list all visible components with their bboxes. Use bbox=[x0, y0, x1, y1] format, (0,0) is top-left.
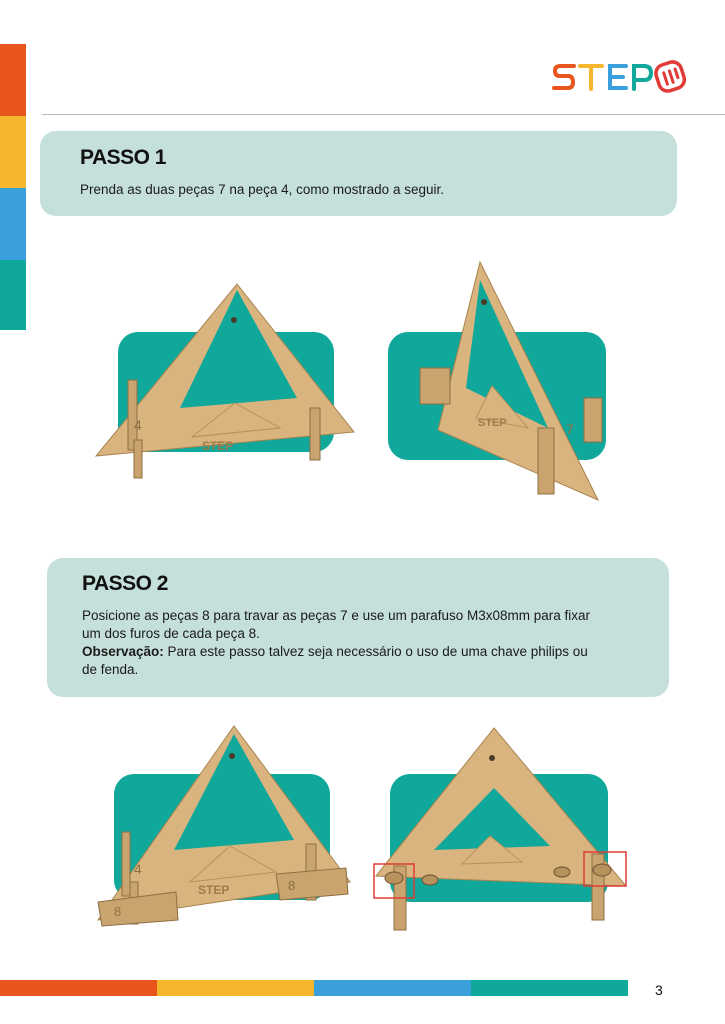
step2-photo-front-engraving: STEP bbox=[198, 883, 230, 897]
step-logo bbox=[552, 58, 687, 102]
step2-text-line2: um dos furos de cada peça 8. bbox=[82, 626, 260, 641]
step1-photo-angled bbox=[388, 258, 610, 506]
step2-photo-front-label-8a: 8 bbox=[114, 904, 122, 919]
footer-bar-orange bbox=[0, 980, 157, 996]
step2-photo-front-label-8b: 8 bbox=[288, 878, 296, 893]
step1-box bbox=[40, 131, 677, 216]
step2-note-line1 bbox=[82, 643, 662, 661]
step2-note-line2: de fenda. bbox=[82, 662, 139, 677]
color-tab-teal bbox=[0, 260, 26, 330]
footer-bar-yellow bbox=[157, 980, 314, 996]
header-divider bbox=[42, 114, 725, 115]
step1-instructions: Prenda as duas peças 7 na peça 4, como mostrado a seguir. bbox=[80, 182, 444, 197]
step1-photo-front-label-4: 4 bbox=[134, 417, 142, 433]
step1-photo-angled-engraving: STEP bbox=[478, 417, 507, 429]
step1-photo-front bbox=[92, 280, 354, 485]
color-tab-yellow bbox=[0, 116, 26, 188]
step1-title: PASSO 1 bbox=[80, 146, 166, 169]
step1-photo-front-engraving: STEP bbox=[202, 439, 234, 453]
step2-instructions bbox=[82, 607, 662, 679]
step2-photo-back bbox=[370, 726, 632, 936]
step2-title: PASSO 2 bbox=[82, 572, 168, 595]
step2-photo-front-label-4: 4 bbox=[134, 861, 142, 877]
step2-note-label: Observação: bbox=[82, 644, 164, 659]
color-tab-orange bbox=[0, 44, 26, 116]
footer-bar-blue bbox=[314, 980, 471, 996]
step2-text-line1: Posicione as peças 8 para travar as peças 7 e use um parafuso M3x08mm para fixar bbox=[82, 608, 591, 623]
step2-photo-front bbox=[94, 722, 356, 932]
color-tab-blue bbox=[0, 188, 26, 260]
page-number: 3 bbox=[655, 982, 663, 998]
step1-photo-angled-label-7: 7 bbox=[566, 421, 574, 437]
step2-note-text: Para este passo talvez seja necessário o uso de uma chave philips ou bbox=[163, 644, 588, 659]
footer-bar-teal bbox=[471, 980, 628, 996]
logo-text: STEP bbox=[552, 58, 555, 59]
